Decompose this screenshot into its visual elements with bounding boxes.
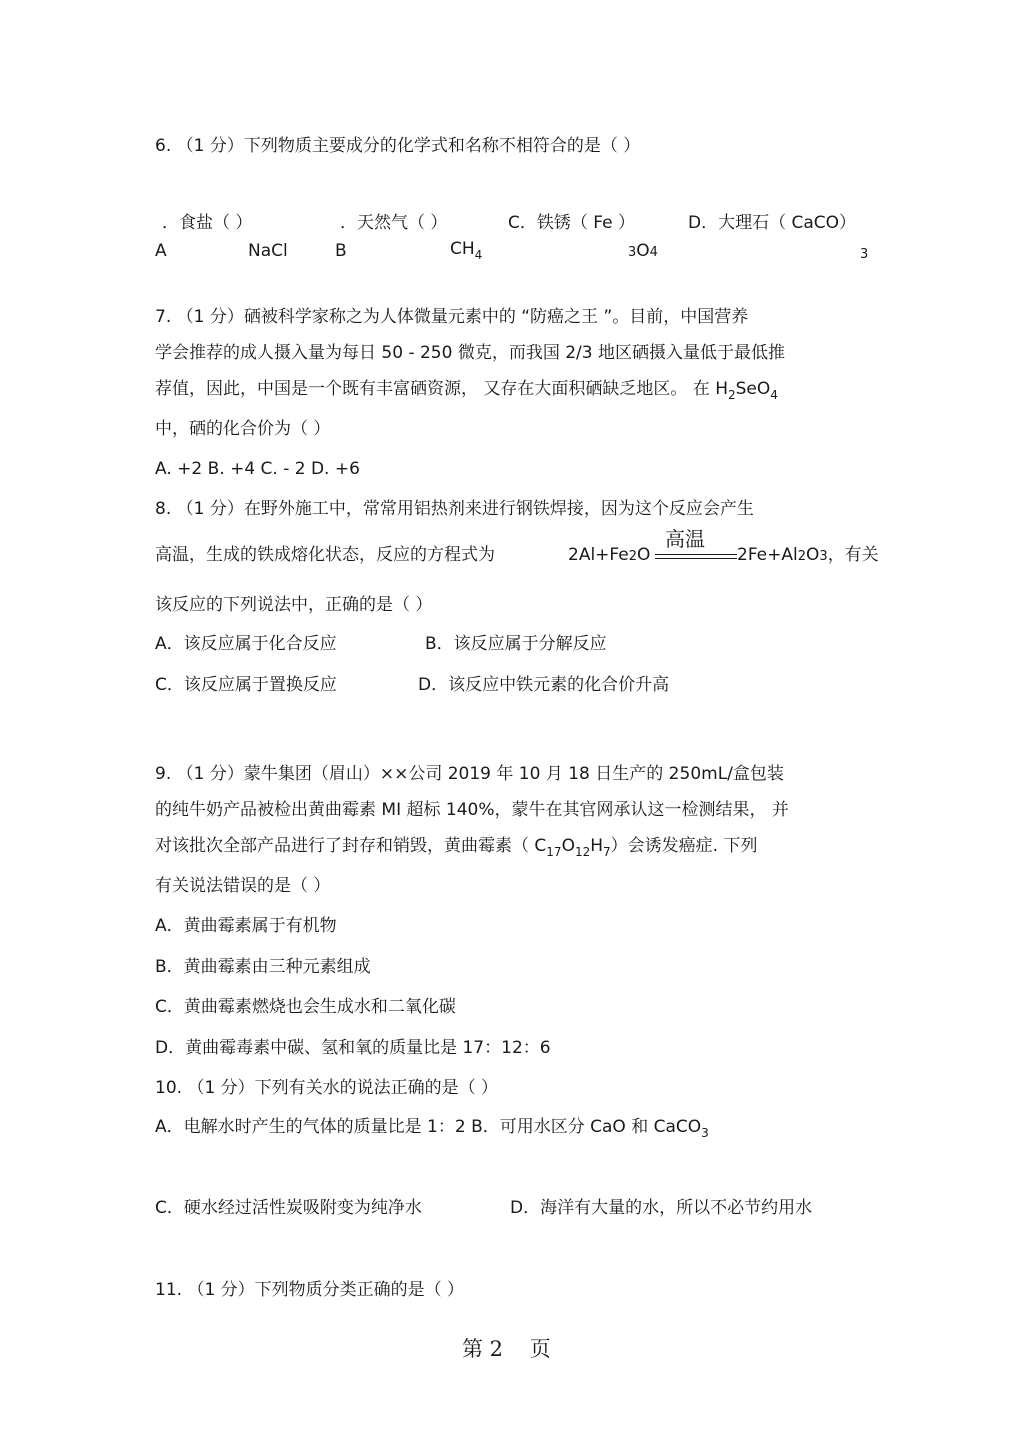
q9-option-c: C．黄曲霉素燃烧也会生成水和二氧化碳 [155, 997, 456, 1017]
q6-option-b-letter: B [335, 241, 347, 261]
q7-line-2: 学会推荐的成人摄入量为每日 50 - 250 微克，而我国 2/3 地区硒摄入量低于最低推 [155, 343, 785, 363]
q6-option-c-formula: 3O4 [628, 241, 658, 261]
q8-option-d: D．该反应中铁元素的化合价升高 [418, 675, 670, 695]
q8-option-b: B．该反应属于分解反应 [425, 634, 607, 654]
q8-equation-arrow-line-top [655, 554, 737, 555]
q10-option-d: D．海洋有大量的水，所以不必节约用水 [510, 1198, 813, 1218]
q8-line-3: 该反应的下列说法中，正确的是（ ） [155, 595, 433, 615]
q10-option-c: C．硬水经过活性炭吸附变为纯净水 [155, 1198, 422, 1218]
q11-line-1: 11. （1 分）下列物质分类正确的是（ ） [155, 1280, 465, 1300]
q6-option-a-formula: NaCl [248, 241, 288, 261]
q6-option-b-formula: $CH_4$ [450, 239, 483, 262]
q10-options-a-b: A．电解水时产生的气体的质量比是 1：2 B．可用水区分 CaO 和 CaCO$_3$ [155, 1117, 709, 1140]
q9-option-b: B．黄曲霉素由三种元素组成 [155, 957, 371, 977]
q7-options: A. +2 B. +4 C. - 2 D. +6 [155, 459, 360, 479]
q8-line-2: 高温，生成的铁成熔化状态，反应的方程式为 [155, 545, 495, 565]
q9-line-2: 的纯牛奶产品被检出黄曲霉素 MI 超标 140%，蒙牛在其官网承认这一检测结果， 并 [155, 800, 789, 820]
q9-option-a: A．黄曲霉素属于有机物 [155, 916, 337, 936]
q7-line-1: 7. （1 分）硒被科学家称之为人体微量元素中的 “防癌之王 ”。目前，中国营养 [155, 307, 749, 327]
q8-option-a: A．该反应属于化合反应 [155, 634, 337, 654]
q8-line-1: 8. （1 分）在野外施工中，常常用铝热剂来进行钢铁焊接，因为这个反应会产生 [155, 499, 754, 519]
q10-line-1: 10. （1 分）下列有关水的说法正确的是（ ） [155, 1078, 499, 1098]
q9-option-d: D．黄曲霉毒素中碳、氢和氧的质量比是 17：12：6 [155, 1038, 551, 1058]
q7-line-4: 中，硒的化合价为（ ） [155, 419, 331, 439]
q8-option-c: C．该反应属于置换反应 [155, 675, 337, 695]
q6-option-c-text: C．铁锈（ Fe ） [508, 213, 635, 233]
q6-option-b-text: ．天然气（ ） [340, 213, 448, 233]
q8-equation-right: 2Fe+Al2O3，有关 [737, 545, 879, 565]
q9-line-3: 对该批次全部产品进行了封存和销毁，黄曲霉素（ $C_{17}O_{12}H_7$）会诱发癌症. 下列 [155, 836, 758, 859]
q8-equation-arrow-line-bottom [655, 558, 737, 559]
q6-option-a-text: ．食盐（ ） [162, 213, 253, 233]
q6-option-d-text: D．大理石（ CaCO） [688, 213, 857, 233]
q8-equation-left: 2Al+Fe2O [568, 545, 651, 565]
page-number: 第 2 页 [462, 1337, 551, 1361]
q8-equation-condition: 高温 [665, 527, 705, 551]
q6-option-a-letter: A [155, 241, 167, 261]
q9-line-1: 9. （1 分）蒙牛集团（眉山）××公司 2019 年 10 月 18 日生产的 250mL/盒包装 [155, 764, 784, 784]
q9-line-4: 有关说法错误的是（ ） [155, 876, 331, 896]
q6-option-d-subscript: 3 [860, 247, 869, 262]
q7-line-3: 荐值，因此，中国是一个既有丰富硒资源， 又存在大面积硒缺乏地区。 在 $H_2SeO_4$ [155, 379, 778, 402]
q6-stem: 6. （1 分）下列物质主要成分的化学式和名称不相符合的是（ ） [155, 136, 641, 156]
